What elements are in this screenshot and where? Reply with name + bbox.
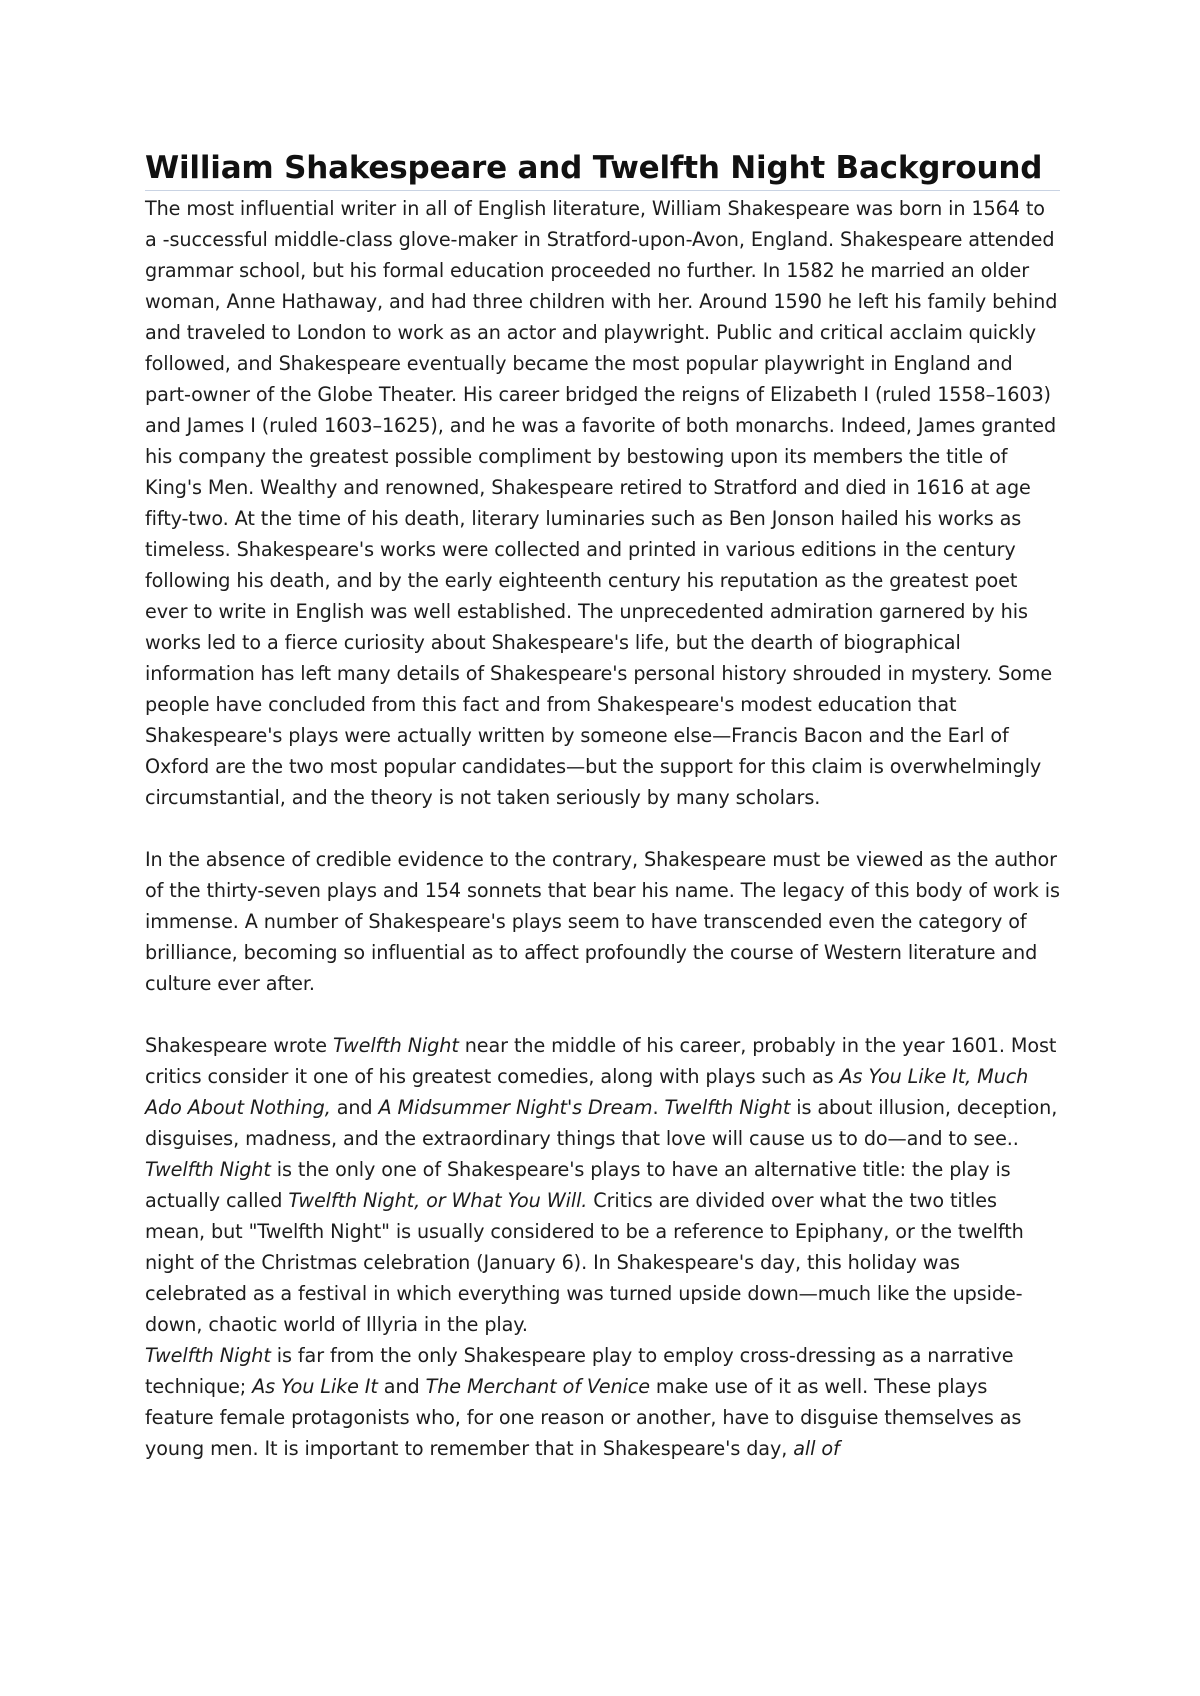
paragraph-spacer [145,999,1060,1030]
text-span: . [652,1096,665,1119]
paragraph-cross-dressing [145,1340,1060,1464]
title-divider [145,190,1060,191]
italic-title: As You Like It [252,1375,378,1398]
text-span: is the only one of Shakespeare's plays to have an alternative title: the play is actually called [145,1158,1011,1212]
italic-title: Twelfth Night [145,1158,271,1181]
italic-title: Twelfth Night [332,1034,459,1057]
text-span: and [377,1375,426,1398]
text-span: and [330,1096,379,1119]
italic-title: The Merchant of Venice [425,1375,650,1398]
text-span: make use of it as well. These plays feature female protagonists who, for one reason or another, have to disguise themselves as young men. It is important to remember that in Shakespeare's day, [145,1375,1022,1460]
italic-title: A Midsummer Night's Dream [378,1096,653,1119]
italic-title: Twelfth Night [664,1096,791,1119]
italic-title: Twelfth Night, or What You Will. [288,1189,588,1212]
text-span: is about illusion, deception, disguises, madness, and the extraordinary things that love will cause us to do—and to see.. [145,1096,1058,1150]
paragraph-biography: The most influential writer in all of English literature, William Shakespeare was born in 1564 to a -successful middle-class glove-maker in Stratford-upon-Avon, England. Shakespeare attended grammar school, but his formal education proceeded no further. In 1582 he married an older woman, Anne Hathaway, and had three children with her. Around 1590 he left his family behind and traveled to London to work as an actor and playwright. Public and critical acclaim quickly followed, and Shakespeare eventually became the most popular playwright in England and part-owner of the Globe Theater. His career bridged the reigns of Elizabeth I (ruled 1558–1603) and James I (ruled 1603–1625), and he was a favorite of both monarchs. Indeed, James granted his company the greatest possible compliment by bestowing upon its members the title of King's Men. Wealthy and renowned, Shakespeare retired to Stratford and died in 1616 at age fifty-two. At the time of his death, literary luminaries such as Ben Jonson hailed his works as timeless. Shakespeare's works were collected and printed in various editions in the century following his death, and by the early eighteenth century his reputation as the greatest poet ever to write in English was well established. The unprecedented admiration garnered by his works led to a fierce curiosity about Shakespeare's life, but the dearth of biographical information has left many details of Shakespeare's personal history shrouded in mystery. Some people have concluded from this fact and from Shakespeare's modest education that Shakespeare's plays were actually written by someone else—Francis Bacon and the Earl of Oxford are the two most popular candidates—but the support for this claim is overwhelmingly circumstantial, and the theory is not taken seriously by many scholars. [145,197,1058,809]
text-span: Critics are divided over what the two titles mean, but "Twelfth Night" is usually considered to be a reference to Epiphany, or the twelfth night of the Christmas celebration (January 6). In Shakespeare's day, this holiday was celebrated as a festival in which everything was turned upside down—much like the upside-down, chaotic world of Illyria in the play. [145,1189,1024,1336]
text-span: is far from the only Shakespeare play to employ cross-dressing as a narrative technique; [145,1344,1014,1398]
paragraph-spacer [145,813,1060,844]
italic-emphasis: all of [793,1437,840,1460]
paragraph-legacy: In the absence of credible evidence to the contrary, Shakespeare must be viewed as the author of the thirty-seven plays and 154 sonnets that bear his name. The legacy of this body of work is immense. A number of Shakespeare's plays seem to have transcended even the category of brilliance, becoming so influential as to affect profoundly the course of Western literature and culture ever after. [145,848,1060,995]
document-title: William Shakespeare and Twelfth Night Background [145,150,1043,186]
paragraph-alternative-title [145,1154,1060,1340]
document-page [145,146,1060,1464]
text-span: near the middle of his career, probably in the year 1601. Most critics consider it one of his greatest comedies, along with plays such as [145,1034,1057,1088]
italic-title: As You Like It, Much Ado About Nothing, [145,1065,1029,1119]
text-span: Shakespeare wrote [145,1034,333,1057]
italic-title: Twelfth Night [145,1344,271,1367]
paragraph-twelfth-night-intro [145,1030,1060,1154]
